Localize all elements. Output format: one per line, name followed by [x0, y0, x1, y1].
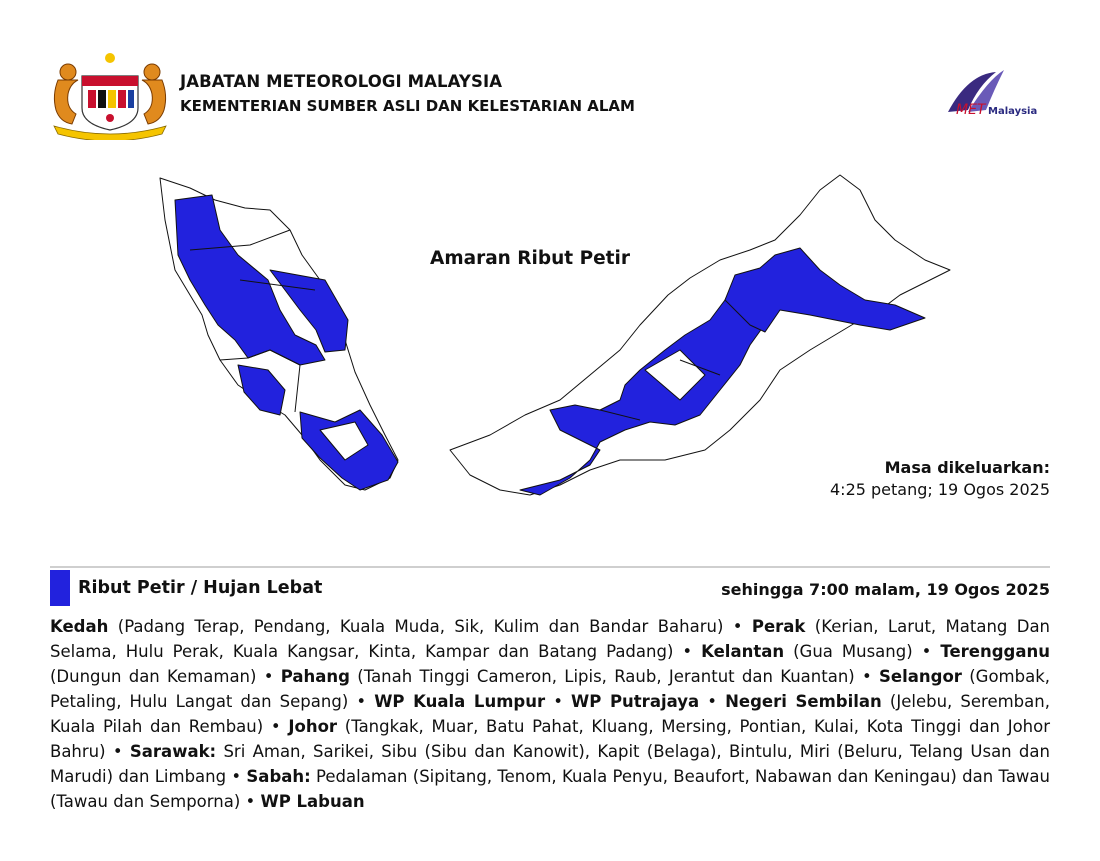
area-detail: (Kerian, Larut, Matang Dan Selama, Hulu Perak, Kuala Kangsar, Kinta, Kampar dan Batang Padang) — [50, 617, 1051, 661]
met-malaysia-logo — [938, 66, 1050, 122]
area-detail: Sri Aman, Sarikei, Sibu (Sibu dan Kanowit), Kapit (Belaga), Bintulu, Miri (Beluru, Telang Usan dan Marudi) dan Limbang — [50, 742, 1050, 786]
area-state: Perak — [751, 617, 806, 636]
area-detail: (Tanah Tinggi Cameron, Lipis, Raub, Jerantut dan Kuantan) — [357, 667, 855, 686]
area-state: Selangor — [879, 667, 962, 686]
area-state: Terengganu — [940, 642, 1050, 661]
warning-color-bar — [50, 570, 70, 606]
area-state: WP Kuala Lumpur — [374, 692, 546, 711]
section-divider — [50, 566, 1050, 568]
org-line-1: JABATAN METEOROLOGI MALAYSIA — [180, 72, 503, 91]
area-detail: (Gombak, Petaling, Hulu Langat dan Sepang) — [50, 667, 1050, 711]
peninsular-malaysia — [160, 178, 398, 490]
area-detail: (Padang Terap, Pendang, Kuala Muda, Sik, Kulim dan Bandar Baharu) — [117, 617, 724, 636]
warning-header — [50, 570, 1050, 606]
warning-valid-until: sehingga 7:00 malam, 19 Ogos 2025 — [721, 580, 1050, 599]
area-detail: (Gua Musang) — [793, 642, 913, 661]
area-detail: (Tangkak, Muar, Batu Pahat, Kluang, Mersing, Pontian, Kulai, Kota Tinggi dan Johor Bahru) — [50, 717, 1050, 761]
area-detail: (Jelebu, Seremban, Kuala Pilah dan Rembau) — [50, 692, 1050, 736]
area-detail: (Dungun dan Kemaman) — [50, 667, 257, 686]
issued-time-block — [830, 457, 1050, 501]
area-state: Kedah — [50, 617, 109, 636]
issued-label: Masa dikeluarkan: — [884, 458, 1050, 477]
borneo-sarawak-sabah — [450, 175, 950, 495]
area-state: WP Putrajaya — [571, 692, 700, 711]
coat-of-arms-logo — [50, 50, 170, 140]
area-state: WP Labuan — [260, 792, 365, 811]
met-logo-met-text: MET — [956, 102, 986, 118]
area-state: Pahang — [280, 667, 350, 686]
org-line-2: KEMENTERIAN SUMBER ASLI DAN KELESTARIAN ALAM — [180, 97, 635, 115]
area-state: Sarawak: — [129, 742, 217, 761]
area-detail: Pedalaman (Sipitang, Tenom, Kuala Penyu, Beaufort, Nabawan dan Keningau) dan Tawau (Tawau dan Semporna) — [50, 767, 1050, 811]
warning-areas: Kedah (Padang Terap, Pendang, Kuala Muda, Sik, Kulim dan Bandar Baharu) • Perak (Kerian, Larut, Matang Dan Selama, Hulu Perak, Kuala Kangsar, Kinta, Kampar dan Batang Padang) • Kelantan (Gua Musang) • Terengganu (Dungun dan Kemaman) • Pahang (Tanah Tinggi Cameron, Lipis, Raub, Jerantut dan Kuantan) • Selangor (Gombak, Petaling, Hulu Langat dan Sepang) • WP Kuala Lumpur • WP Putrajaya • Negeri Sembilan (Jelebu, Seremban, Kuala Pilah dan Rembau) • Johor (Tangkak, Muar, Batu Pahat, Kluang, Mersing, Pontian, Kulai, Kota Tinggi dan Johor Bahru) • Sarawak: Sri Aman, Sarikei, Sibu (Sibu dan Kanowit), Kapit (Belaga), Bintulu, Miri (Beluru, Telang Usan dan Marudi) dan Limbang • Sabah: Pedalaman (Sipitang, Tenom, Kuala Penyu, Beaufort, Nabawan dan Keningau) dan Tawau (Tawau dan Semporna) • WP Labuan — [50, 617, 1051, 811]
area-state: Negeri Sembilan — [725, 692, 882, 711]
met-logo-malaysia-text: Malaysia — [988, 106, 1038, 117]
area-state: Sabah: — [246, 767, 311, 786]
warning-title: Ribut Petir / Hujan Lebat — [78, 578, 323, 598]
map-title: Amaran Ribut Petir — [430, 248, 630, 269]
area-state: Johor — [288, 717, 338, 736]
issued-time: 4:25 petang; 19 Ogos 2025 — [830, 480, 1050, 499]
area-state: Kelantan — [701, 642, 785, 661]
header — [50, 50, 1050, 140]
organization-name — [180, 72, 635, 115]
